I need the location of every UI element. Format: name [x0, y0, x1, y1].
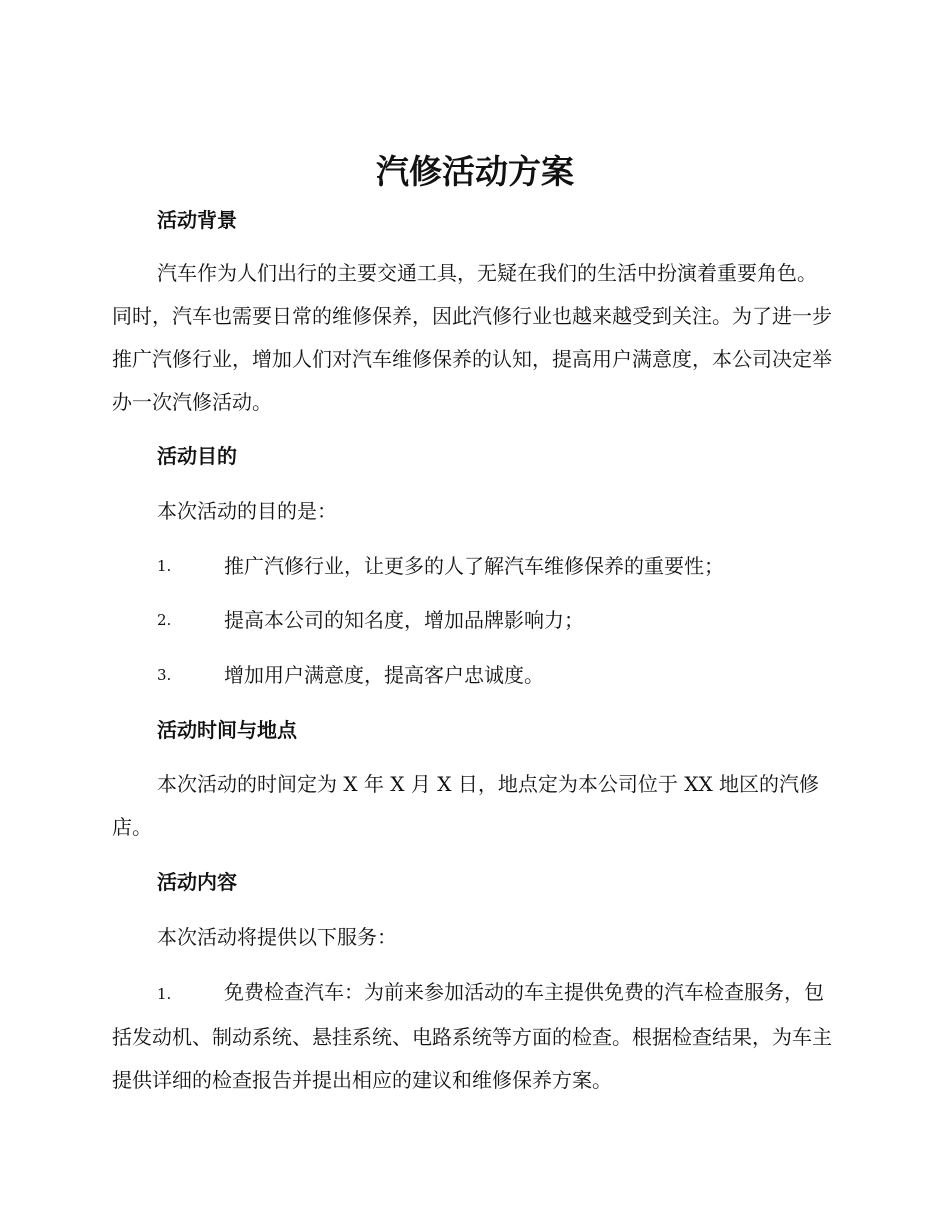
background-paragraph: 汽车作为人们出行的主要交通工具，无疑在我们的生活中扮演着重要角色。同时，汽车也需要日常的维修保养，因此汽修行业也越来越受到关注。为了进一步推广汽修行业，增加人们对汽车维修保养的认知，提高用户满意度，本公司决定举办一次汽修活动。: [112, 261, 832, 414]
list-number: 1.: [157, 985, 172, 1003]
section-heading-time-place: 活动时间与地点: [157, 718, 297, 742]
section-heading-background: 活动背景: [157, 208, 237, 232]
content-list-item: [112, 971, 832, 1102]
list-number: 3.: [157, 666, 172, 684]
purpose-intro: 本次活动的目的是：: [157, 499, 337, 523]
list-item-text: 提高本公司的知名度，增加品牌影响力；: [224, 608, 584, 632]
section-heading-content: 活动内容: [157, 870, 237, 894]
list-item-text: 增加用户满意度，提高客户忠诚度。: [224, 663, 544, 687]
list-number: 2.: [157, 611, 172, 629]
list-item-text: 推广汽修行业，让更多的人了解汽车维修保养的重要性；: [224, 554, 724, 578]
section-heading-purpose: 活动目的: [157, 444, 237, 468]
time-place-paragraph: 本次活动的时间定为 X 年 X 月 X 日，地点定为本公司位于 XX 地区的汽修店。: [112, 772, 820, 839]
list-number: 1.: [157, 557, 172, 575]
content-intro: 本次活动将提供以下服务：: [157, 925, 397, 949]
list-item-text: 免费检查汽车：为前来参加活动的车主提供免费的汽车检查服务，包括发动机、制动系统、悬挂系统、电路系统等方面的检查。根据检查结果，为车主提供详细的检查报告并提出相应的建议和维修保养方案。: [112, 980, 832, 1092]
document-title: 汽修活动方案: [376, 152, 574, 191]
